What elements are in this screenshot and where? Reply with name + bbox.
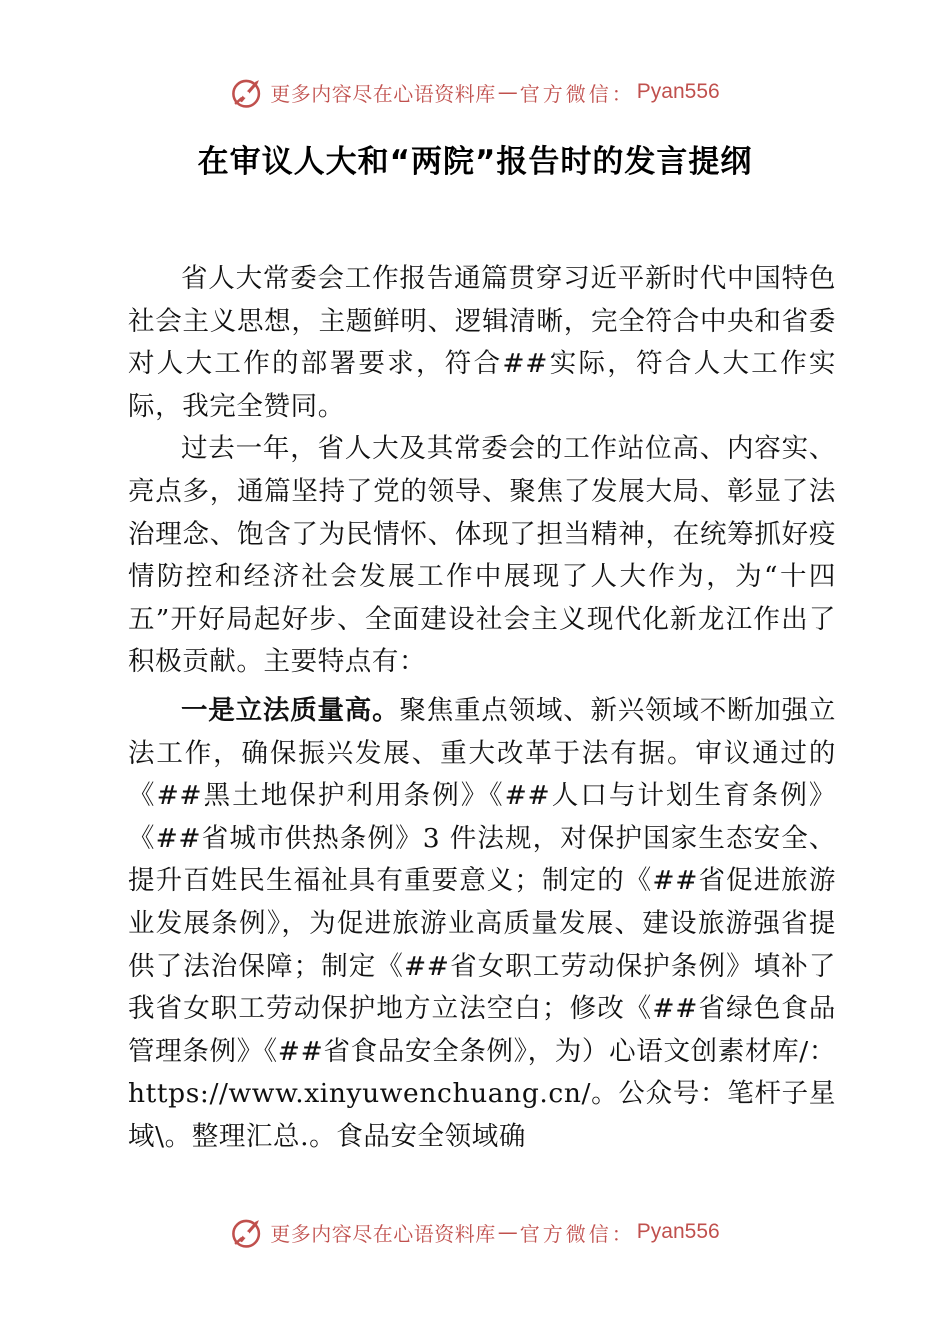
banner-text: 更多内容尽在心语资料库 [270,81,496,106]
quill-pen-logo-icon [230,75,264,109]
paragraph [128,690,836,1159]
paragraph [128,428,836,684]
paragraph [128,258,836,428]
banner-text: 更多内容尽在心语资料库 [270,1221,496,1246]
banner-wechat-id: Pyan556 [636,1220,720,1243]
banner-wechat-label: 官方微信： [519,1221,635,1246]
document-body [128,258,836,1158]
banner-dash: — [497,80,518,104]
footer-banner [0,1210,950,1254]
document-title: 在审议人大和“两院”报告时的发言提纲 [197,144,753,180]
banner-wechat-id: Pyan556 [636,80,720,103]
paragraph-text: 聚焦重点领域、新兴领域不断加强立法工作，确保振兴发展、重大改革于法有据。审议通过的《##黑土地保护利用条例》《##人口与计划生育条例》《##省城市供热条例》3 件法规，对保护国家生态安全、提升百姓民生福祉具有重要意义；制定的《##省促进旅游业发展条例》，为促进旅游业高质量发展、建设旅游强省提供了法治保障；制定《##省女职工劳动保护条例》填补了我省女职工劳动保护地方立法空白；修改《##省绿色食品管理条例》《##省食品安全条例》，为）心语文创素材库/：https://www.xinyuwenchuang.cn/。公众号：笔杆子星域\。整理汇总.。食品安全领域确 [128,694,836,1152]
paragraph-lead: 一是立法质量高。 [181,694,400,726]
banner-wechat-label: 官方微信： [519,81,635,106]
paragraph-text: 省人大常委会工作报告通篇贯穿习近平新时代中国特色社会主义思想，主题鲜明、逻辑清晰，完全符合中央和省委对人大工作的部署要求，符合##实际，符合人大工作实际，我完全赞同。 [128,263,836,422]
quill-pen-logo-icon [230,1215,264,1249]
paragraph-text: 过去一年，省人大及其常委会的工作站位高、内容实、亮点多，通篇坚持了党的领导、聚焦了发展大局、彰显了法治理念、饱含了为民情怀、体现了担当精神，在统筹抓好疫情防控和经济社会发展工作中展现了人大作为，为“十四五”开好局起好步、全面建设社会主义现代化新龙江作出了积极贡献。主要特点有： [128,433,836,678]
header-banner [0,70,950,114]
banner-dash: — [497,1220,518,1244]
